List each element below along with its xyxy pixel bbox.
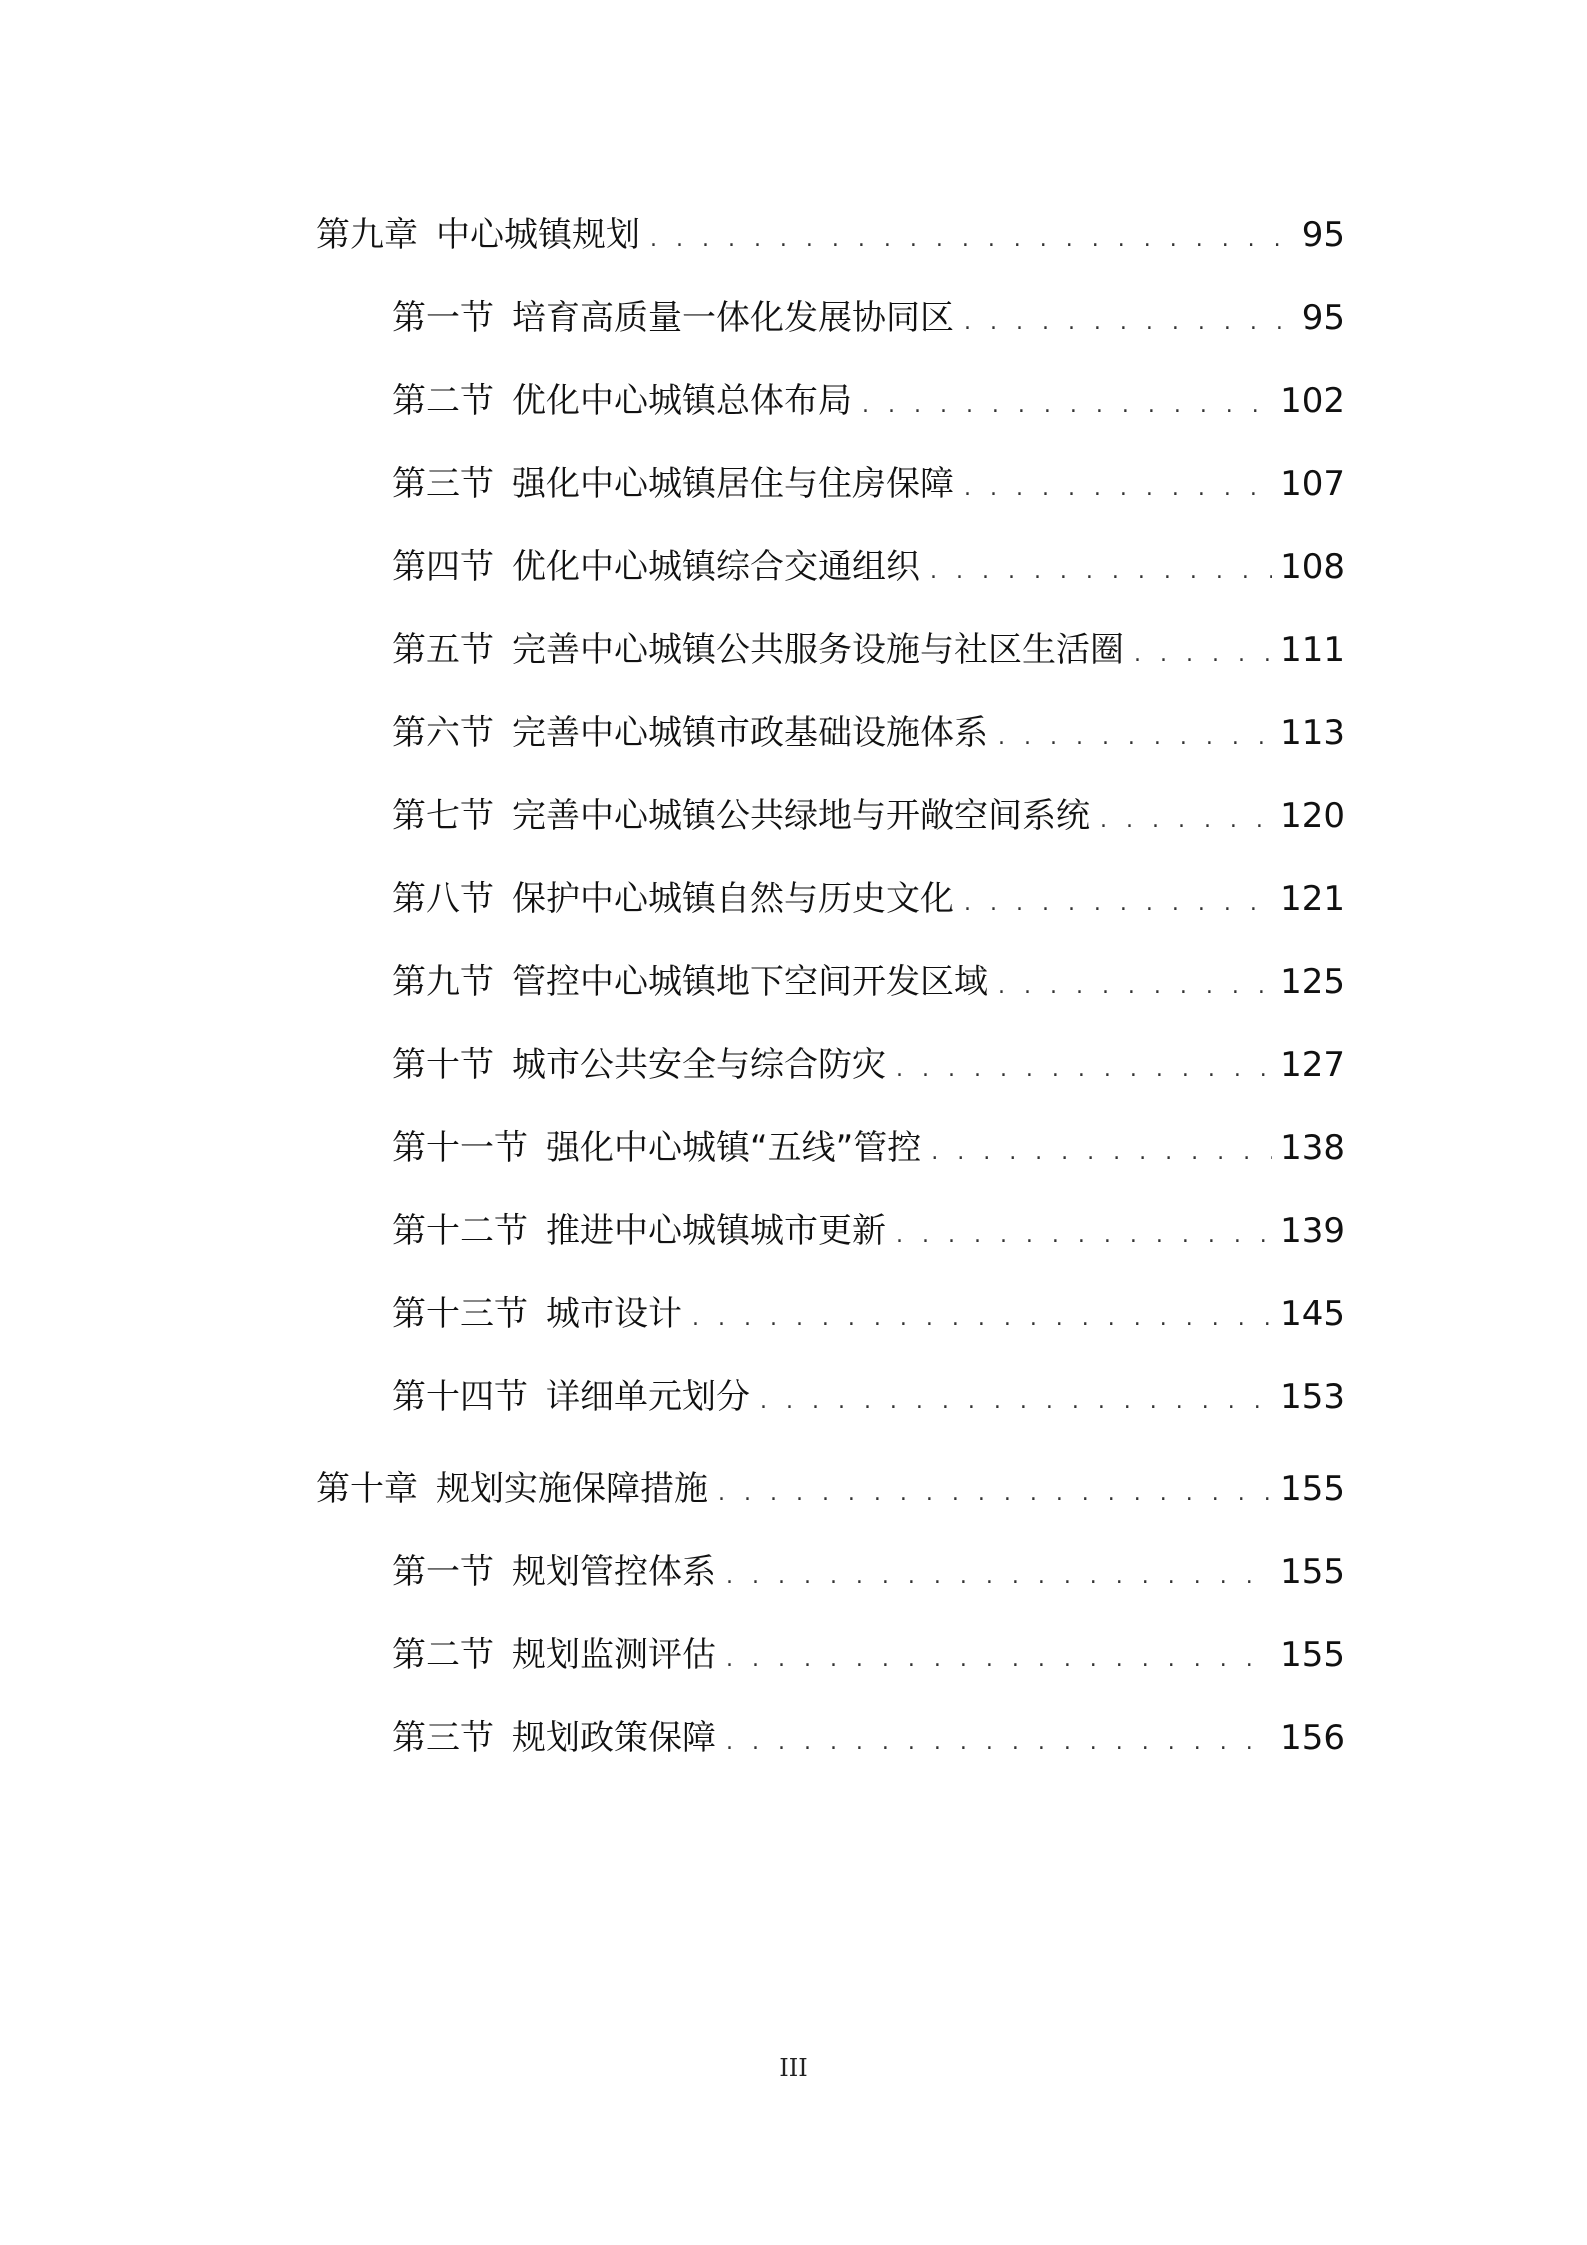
dot-leader xyxy=(998,964,1272,1010)
toc-entry-label: 第二节 xyxy=(392,381,494,421)
toc-entry-label: 第十节 xyxy=(392,1045,494,1085)
toc-entry-label: 第一节 xyxy=(392,298,494,338)
toc-section-10-1[interactable] xyxy=(392,1549,1345,1595)
toc-entry-title: 强化中心城镇“五线”管控 xyxy=(546,1128,922,1168)
toc-section-9-12[interactable] xyxy=(392,1208,1345,1254)
toc-section-9-1[interactable] xyxy=(392,295,1345,341)
toc-entry-label: 第四节 xyxy=(392,547,494,587)
toc-entry-title: 推进中心城镇城市更新 xyxy=(546,1211,886,1251)
toc-entry-label: 第七节 xyxy=(392,796,494,836)
toc-entry-label: 第十章 xyxy=(316,1469,418,1509)
toc-entry-title: 完善中心城镇公共服务设施与社区生活圈 xyxy=(512,630,1124,670)
toc-entry-page: 111 xyxy=(1280,630,1345,670)
toc-entry-page: 95 xyxy=(1301,215,1345,255)
toc-section-9-10[interactable] xyxy=(392,1042,1345,1088)
dot-leader xyxy=(931,1130,1272,1176)
toc-entry-title: 强化中心城镇居住与住房保障 xyxy=(512,464,954,504)
toc-entry-page: 108 xyxy=(1280,547,1345,587)
toc-entry-title: 培育高质量一体化发展协同区 xyxy=(512,298,954,338)
toc-chapter-10[interactable] xyxy=(316,1466,1345,1512)
dot-leader xyxy=(862,383,1272,429)
dot-leader xyxy=(998,715,1272,761)
dot-leader xyxy=(718,1471,1272,1517)
dot-leader xyxy=(650,217,1294,263)
toc-section-9-9[interactable] xyxy=(392,959,1345,1005)
toc-section-9-7[interactable] xyxy=(392,793,1345,839)
toc-entry-label: 第三节 xyxy=(392,1718,494,1758)
toc-entry-title: 规划政策保障 xyxy=(512,1718,716,1758)
toc-entry-page: 102 xyxy=(1280,381,1345,421)
dot-leader xyxy=(964,466,1272,512)
toc-chapter-9[interactable] xyxy=(316,212,1345,258)
toc-entry-label: 第十三节 xyxy=(392,1294,528,1334)
toc-section-9-13[interactable] xyxy=(392,1291,1345,1337)
page-number: III xyxy=(779,2054,808,2082)
toc-entry-label: 第十四节 xyxy=(392,1377,528,1417)
toc-entry-page: 120 xyxy=(1280,796,1345,836)
toc-entry-label: 第二节 xyxy=(392,1635,494,1675)
toc-entry-title: 优化中心城镇总体布局 xyxy=(512,381,852,421)
toc-entry-title: 规划监测评估 xyxy=(512,1635,716,1675)
toc-entry-title: 完善中心城镇市政基础设施体系 xyxy=(512,713,988,753)
dot-leader xyxy=(760,1379,1272,1425)
toc-entry-title: 管控中心城镇地下空间开发区域 xyxy=(512,962,988,1002)
toc-entry-page: 125 xyxy=(1280,962,1345,1002)
toc-entry-label: 第一节 xyxy=(392,1552,494,1592)
toc-entry-label: 第八节 xyxy=(392,879,494,919)
toc-entry-label: 第九节 xyxy=(392,962,494,1002)
toc-section-9-4[interactable] xyxy=(392,544,1345,590)
toc-entry-page: 156 xyxy=(1280,1718,1345,1758)
toc-entry-page: 155 xyxy=(1280,1635,1345,1675)
toc-entry-page: 155 xyxy=(1280,1469,1345,1509)
dot-leader xyxy=(964,881,1272,927)
toc-section-9-5[interactable] xyxy=(392,627,1345,673)
toc-entry-label: 第六节 xyxy=(392,713,494,753)
dot-leader xyxy=(896,1213,1272,1259)
toc-entry-label: 第三节 xyxy=(392,464,494,504)
dot-leader xyxy=(1100,798,1272,844)
dot-leader xyxy=(726,1720,1272,1766)
toc-entry-title: 城市设计 xyxy=(546,1294,682,1334)
toc-entry-page: 139 xyxy=(1280,1211,1345,1251)
dot-leader xyxy=(692,1296,1272,1342)
dot-leader xyxy=(930,549,1272,595)
toc-entry-title: 城市公共安全与综合防灾 xyxy=(512,1045,886,1085)
dot-leader xyxy=(726,1637,1272,1683)
dot-leader xyxy=(964,300,1294,346)
toc-entry-title: 中心城镇规划 xyxy=(436,215,640,255)
toc-entry-page: 113 xyxy=(1280,713,1345,753)
toc-entry-page: 138 xyxy=(1280,1128,1345,1168)
toc-entry-label: 第五节 xyxy=(392,630,494,670)
toc-entry-page: 153 xyxy=(1280,1377,1345,1417)
toc-entry-page: 121 xyxy=(1280,879,1345,919)
toc-section-9-8[interactable] xyxy=(392,876,1345,922)
toc-entry-title: 完善中心城镇公共绿地与开敞空间系统 xyxy=(512,796,1090,836)
toc-section-9-11[interactable] xyxy=(392,1125,1345,1171)
toc-entry-title: 详细单元划分 xyxy=(546,1377,750,1417)
toc-section-9-3[interactable] xyxy=(392,461,1345,507)
toc-entry-title: 优化中心城镇综合交通组织 xyxy=(512,547,920,587)
toc-entry-page: 127 xyxy=(1280,1045,1345,1085)
dot-leader xyxy=(726,1554,1272,1600)
dot-leader xyxy=(1134,632,1272,678)
toc-entry-page: 155 xyxy=(1280,1552,1345,1592)
toc-entry-page: 107 xyxy=(1280,464,1345,504)
toc-entry-label: 第十一节 xyxy=(392,1128,528,1168)
toc-entry-label: 第十二节 xyxy=(392,1211,528,1251)
toc-entry-page: 145 xyxy=(1280,1294,1345,1334)
toc-section-9-6[interactable] xyxy=(392,710,1345,756)
toc-entry-title: 保护中心城镇自然与历史文化 xyxy=(512,879,954,919)
toc-entry-page: 95 xyxy=(1301,298,1345,338)
toc-entry-title: 规划实施保障措施 xyxy=(436,1469,708,1509)
toc-section-10-3[interactable] xyxy=(392,1715,1345,1761)
toc-section-10-2[interactable] xyxy=(392,1632,1345,1678)
toc-entry-title: 规划管控体系 xyxy=(512,1552,716,1592)
toc-entry-label: 第九章 xyxy=(316,215,418,255)
toc-section-9-14[interactable] xyxy=(392,1374,1345,1420)
toc-section-9-2[interactable] xyxy=(392,378,1345,424)
dot-leader xyxy=(896,1047,1272,1093)
